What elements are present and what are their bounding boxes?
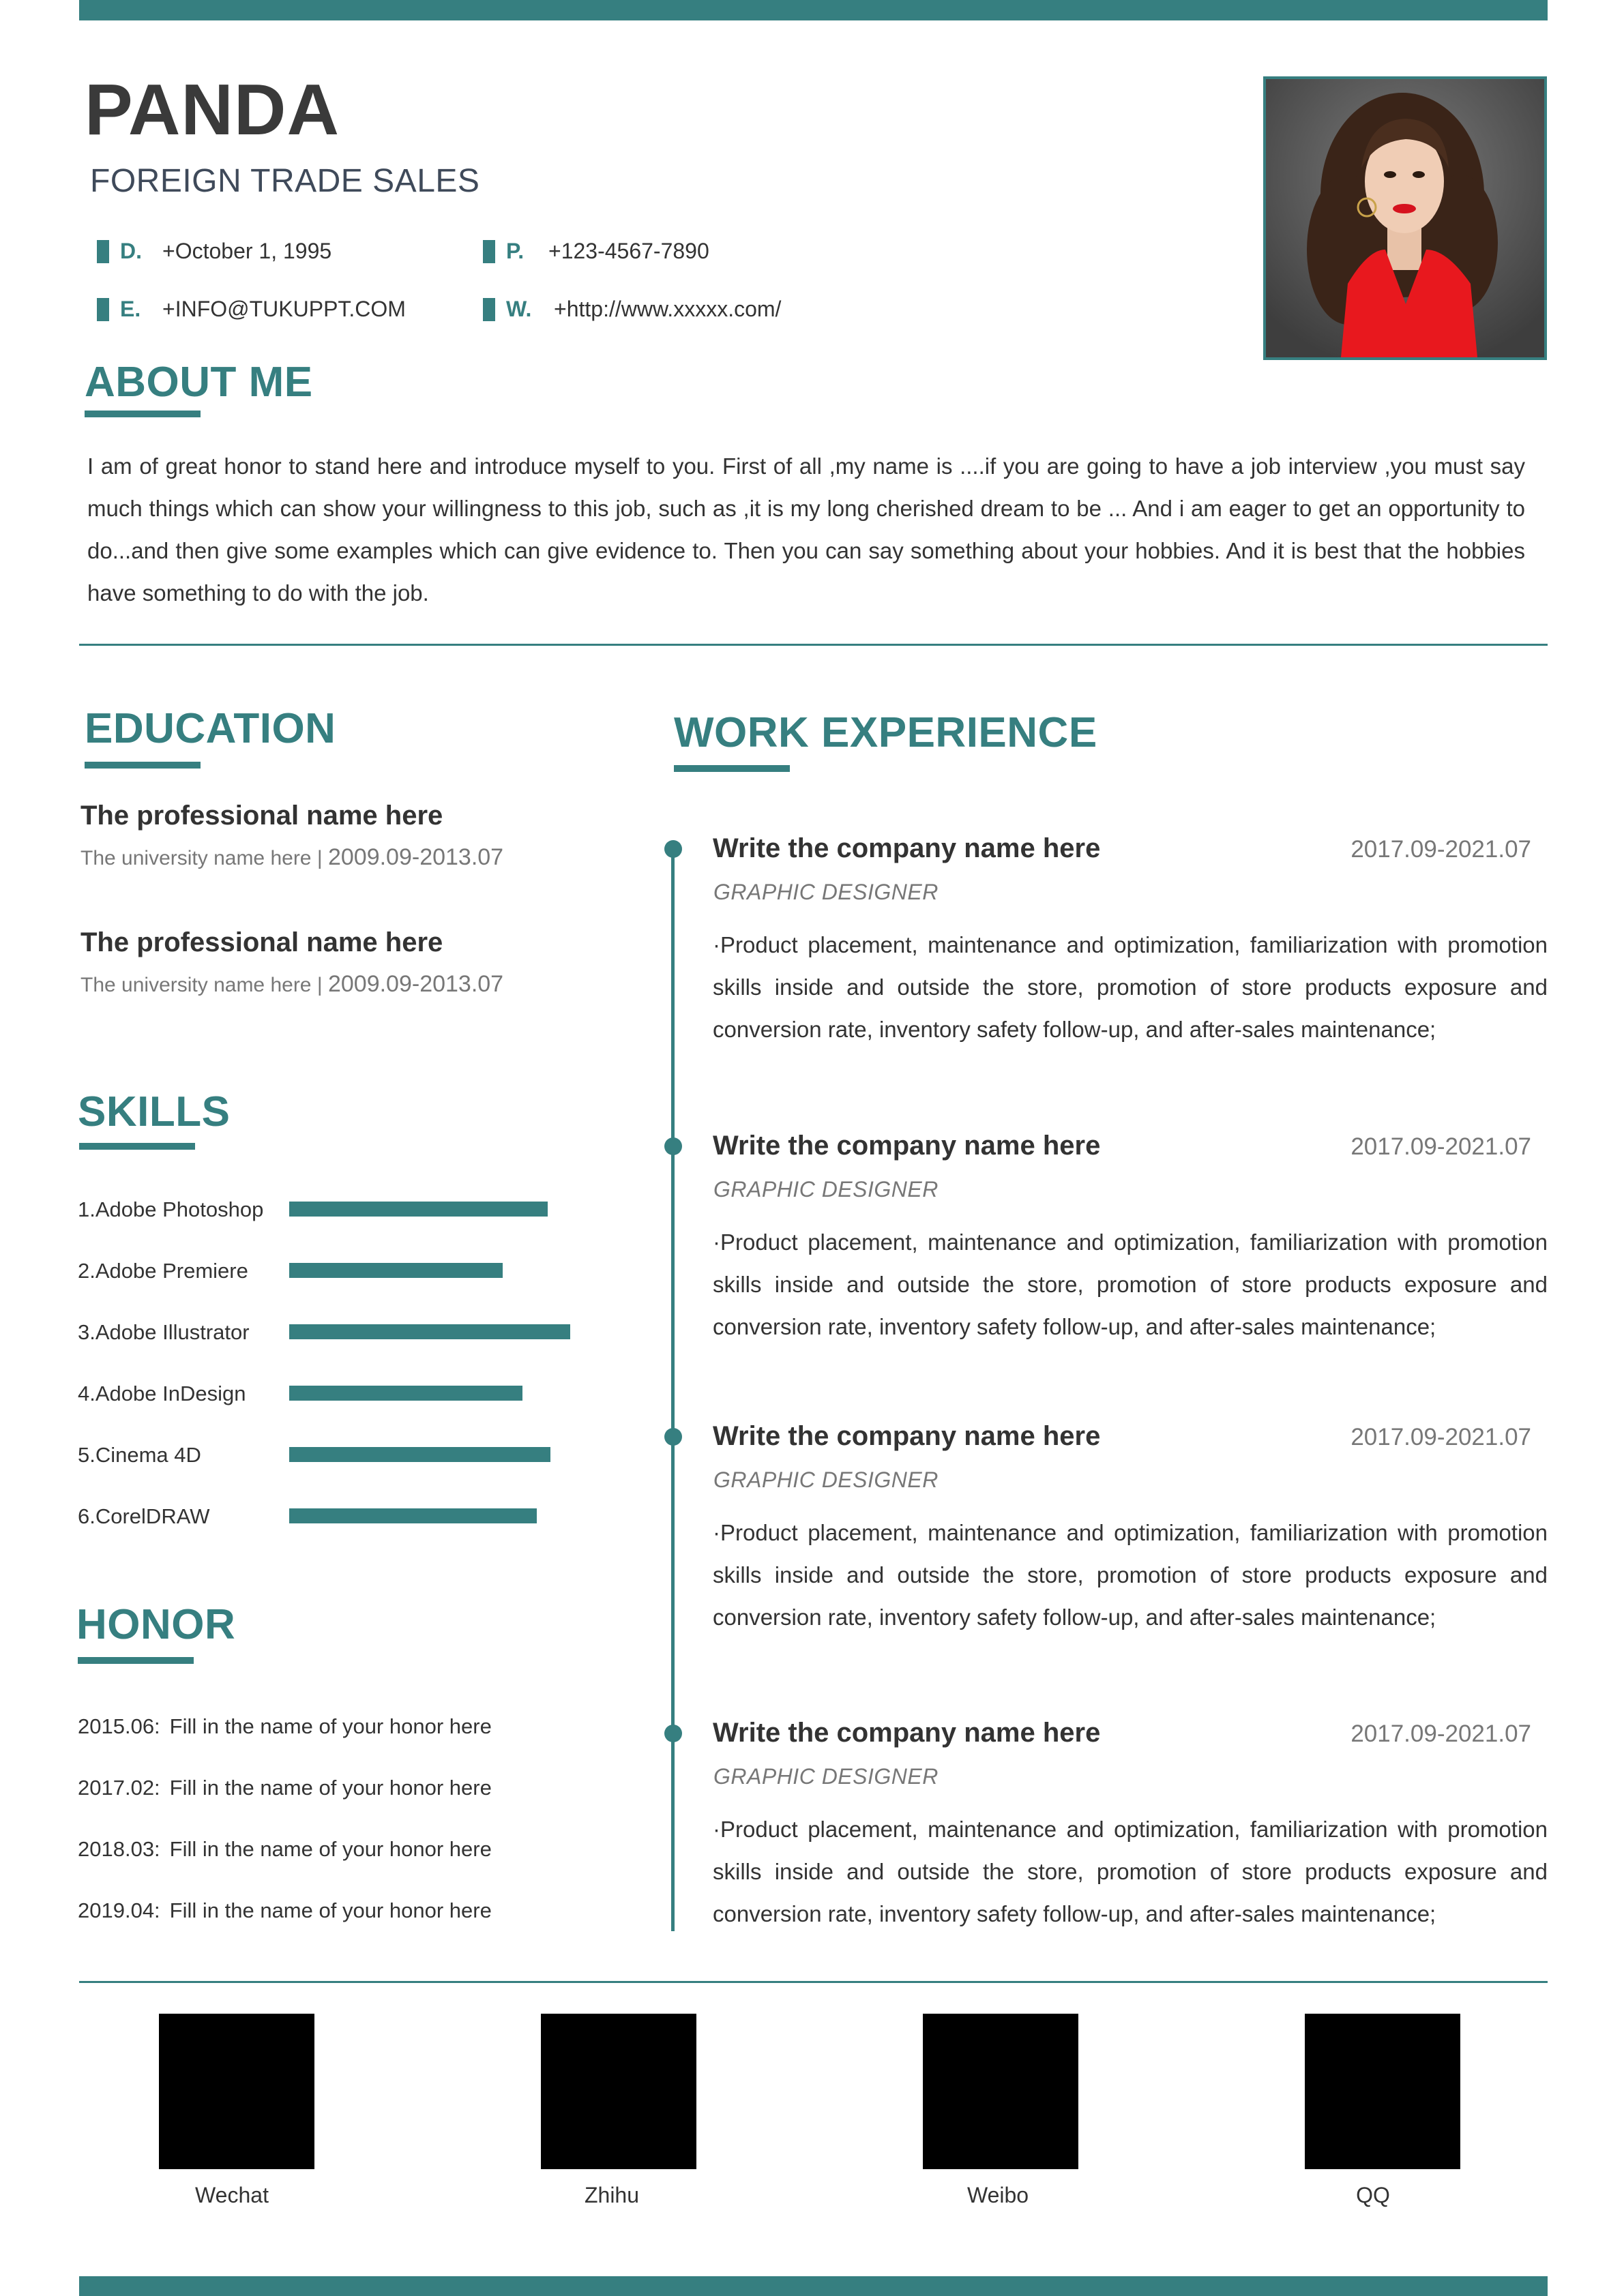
square-bullet-icon: [483, 298, 495, 321]
honor-date: 2017.02:: [78, 1776, 160, 1800]
job-dates: 2017.09-2021.07: [1350, 1133, 1531, 1160]
timeline-dot: [664, 840, 682, 858]
honor-text: Fill in the name of your honor here: [169, 1837, 492, 1861]
honor-text: Fill in the name of your honor here: [169, 1714, 492, 1738]
portrait-image: [1266, 79, 1544, 357]
education-university: [80, 844, 503, 871]
qr-code-icon[interactable]: [541, 2014, 696, 2169]
square-bullet-icon: [97, 240, 109, 263]
job-dates: 2017.09-2021.07: [1350, 1424, 1531, 1450]
contact-value[interactable]: +INFO@TUKUPPT.COM: [162, 297, 406, 321]
job-role: GRAPHIC DESIGNER: [713, 880, 939, 904]
social-label-zhihu: Zhihu: [584, 2183, 640, 2207]
honor-date: 2015.06:: [78, 1714, 160, 1738]
timeline-line: [671, 848, 675, 1931]
skill-bar: [289, 1263, 503, 1278]
skills-underline: [79, 1143, 195, 1150]
contact-value[interactable]: +http://www.xxxxx.com/: [554, 297, 782, 321]
qr-code-icon[interactable]: [923, 2014, 1078, 2169]
job-role: GRAPHIC DESIGNER: [713, 1467, 939, 1492]
skill-label: 4.Adobe InDesign: [78, 1382, 246, 1405]
job-dates: 2017.09-2021.07: [1350, 836, 1531, 863]
skill-label: 3.Adobe Illustrator: [78, 1320, 250, 1344]
qr-code-icon[interactable]: [1305, 2014, 1460, 2169]
contact-website[interactable]: [483, 297, 781, 322]
contact-label: D.: [120, 239, 142, 263]
education-years: 2009.09-2013.07: [327, 971, 504, 997]
work-underline: [674, 765, 790, 772]
job-description: ·Product placement, maintenance and optimization, familiarization with promotion skills inside and outside the store, promotion of store products exposure and conversion rate, inventory safety follow-up, and after-sales maintenance;: [713, 1229, 1548, 1339]
education-degree: The professional name here: [80, 927, 443, 957]
honor-item: [78, 1714, 492, 1739]
honor-item: [78, 1776, 492, 1800]
about-title: ABOUT ME: [85, 359, 313, 406]
social-label-weibo: Weibo: [966, 2183, 1029, 2207]
contact-label: E.: [120, 297, 141, 321]
contact-birthdate: [97, 239, 331, 264]
education-title: EDUCATION: [85, 705, 336, 752]
job-description: ·Product placement, maintenance and optimization, familiarization with promotion skills inside and outside the store, promotion of store products exposure and conversion rate, inventory safety follow-up, and after-sales maintenance;: [713, 932, 1548, 1042]
square-bullet-icon: [483, 240, 495, 263]
job-company: Write the company name here: [713, 1718, 1101, 1748]
education-university: [80, 971, 503, 998]
skill-bar: [289, 1386, 522, 1401]
job-title: FOREIGN TRADE SALES: [90, 163, 480, 199]
education-years: 2009.09-2013.07: [327, 844, 504, 870]
contact-email[interactable]: [97, 297, 406, 322]
contact-value: +October 1, 1995: [162, 239, 332, 263]
honor-item: [78, 1898, 492, 1923]
education-degree: The professional name here: [80, 801, 443, 831]
honor-title: HONOR: [76, 1601, 236, 1648]
skills-title: SKILLS: [78, 1088, 231, 1135]
bottom-accent-bar: [79, 2276, 1548, 2296]
social-label-qq: QQ: [1356, 2183, 1390, 2207]
timeline-dot: [664, 1725, 682, 1742]
skill-bar: [289, 1508, 537, 1523]
honor-item: [78, 1837, 492, 1862]
job-role: GRAPHIC DESIGNER: [713, 1764, 939, 1789]
square-bullet-icon: [97, 298, 109, 321]
skill-bar: [289, 1202, 548, 1217]
job-dates: 2017.09-2021.07: [1350, 1720, 1531, 1747]
university-name: The university name here |: [80, 974, 328, 996]
job-company: Write the company name here: [713, 1131, 1101, 1161]
contact-label: P.: [506, 239, 525, 263]
honor-date: 2018.03:: [78, 1837, 160, 1861]
job-company: Write the company name here: [713, 1421, 1101, 1451]
education-underline: [85, 762, 201, 769]
skill-bar: [289, 1324, 570, 1339]
social-label-wechat: Wechat: [195, 2183, 269, 2207]
section-divider: [79, 644, 1548, 646]
skill-label: 6.CorelDRAW: [78, 1504, 210, 1528]
job-description: ·Product placement, maintenance and optimization, familiarization with promotion skills inside and outside the store, promotion of store products exposure and conversion rate, inventory safety follow-up, and after-sales maintenance;: [713, 1520, 1548, 1630]
contact-label: W.: [506, 297, 532, 321]
honor-date: 2019.04:: [78, 1898, 160, 1922]
contact-value: +123-4567-7890: [548, 239, 709, 263]
work-title: WORK EXPERIENCE: [674, 709, 1097, 756]
skill-bar: [289, 1447, 550, 1462]
university-name: The university name here |: [80, 847, 328, 869]
job-description: ·Product placement, maintenance and optimization, familiarization with promotion skills inside and outside the store, promotion of store products exposure and conversion rate, inventory safety follow-up, and after-sales maintenance;: [713, 1817, 1548, 1926]
timeline-dot: [664, 1137, 682, 1155]
skill-label: 5.Cinema 4D: [78, 1443, 201, 1467]
timeline-dot: [664, 1428, 682, 1446]
job-role: GRAPHIC DESIGNER: [713, 1177, 939, 1202]
skill-label: 1.Adobe Photoshop: [78, 1197, 264, 1221]
honor-underline: [78, 1657, 194, 1664]
skill-label: 2.Adobe Premiere: [78, 1259, 248, 1283]
footer-divider: [79, 1981, 1548, 1983]
qr-code-icon[interactable]: [159, 2014, 314, 2169]
about-text: I am of great honor to stand here and introduce myself to you. First of all ,my name is ....if you are going to have a job interview ,you must say much things which can show your willingness to this job, such as ,it is my long cherished dream to be ... And i am eager to get an opportunity to do...and then give some examples which can give evidence to. Then you can say something about your hobbies. And it is best that the hobbies have something to do with the job.: [87, 453, 1525, 606]
about-underline: [85, 411, 201, 417]
candidate-name: PANDA: [85, 70, 340, 150]
top-accent-bar: [79, 0, 1548, 20]
contact-phone: [483, 239, 709, 264]
job-company: Write the company name here: [713, 833, 1101, 863]
honor-text: Fill in the name of your honor here: [169, 1776, 492, 1800]
honor-text: Fill in the name of your honor here: [169, 1898, 492, 1922]
profile-photo: [1263, 76, 1547, 360]
